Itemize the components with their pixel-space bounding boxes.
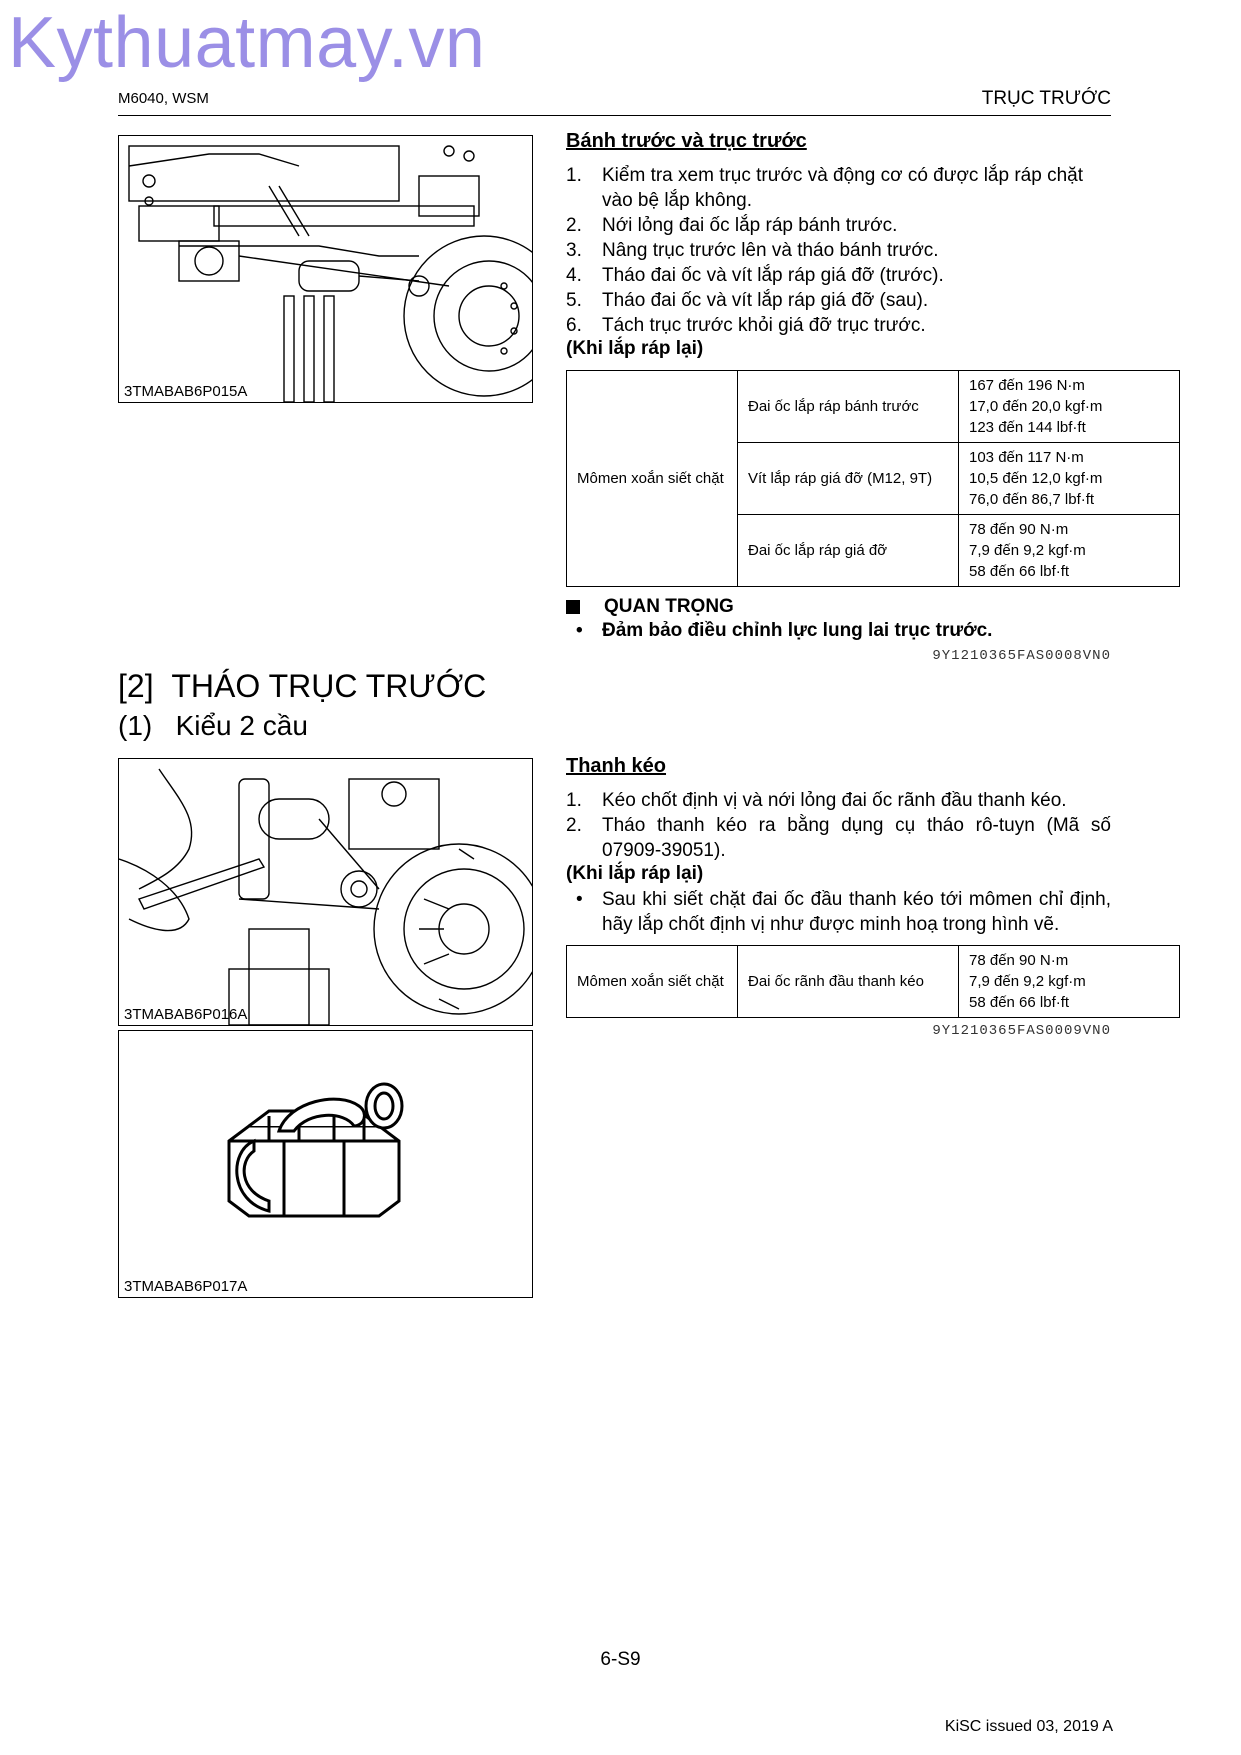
table-values: 103 đến 117 N·m 10,5 đến 12,0 kgf·m 76,0 đến 86,7 lbf·ft [959, 443, 1180, 515]
tie-rod-drawing [119, 759, 532, 1025]
list-item: 3. Nâng trục trước lên và tháo bánh trước. [566, 240, 939, 261]
figure-front-wheel-axle [118, 135, 533, 403]
front-axle-drawing [119, 136, 532, 402]
list-item: 5. Tháo đai ốc và vít lắp ráp giá đỡ (sau). [566, 290, 929, 311]
watermark: Kythuatmay.vn [8, 3, 486, 83]
important-heading: QUAN TRỌNG [566, 596, 734, 618]
document-code-1: 9Y1210365FAS0008VN0 [932, 648, 1111, 664]
header-rule [118, 115, 1111, 116]
steps-list-1 [566, 163, 1111, 338]
header-chapter: TRỤC TRƯỚC [981, 88, 1111, 109]
table-part: Đai ốc lắp ráp giá đỡ [738, 515, 959, 587]
reassembly-label-2: (Khi lắp ráp lại) [566, 863, 704, 884]
figure-caption: 3TMABAB6P016A [124, 1006, 248, 1023]
bullet-icon: • [576, 889, 583, 910]
table-values: 78 đến 90 N·m 7,9 đến 9,2 kgf·m 58 đến 66 lbf·ft [959, 515, 1180, 587]
list-item: 2. Tháo thanh kéo ra bằng dụng cụ tháo rô-tuyn (Mã số 07909-39051). [566, 815, 1111, 861]
figure-cotter-pin [118, 1030, 533, 1298]
issue-note: KiSC issued 03, 2019 A [944, 1718, 1113, 1735]
table-label: Mômen xoắn siết chặt [567, 371, 738, 587]
table-label: Mômen xoắn siết chặt [567, 946, 738, 1018]
list-item: 1. Kéo chốt định vị và nới lỏng đai ốc rãnh đầu thanh kéo. [566, 790, 1067, 811]
table-values: 78 đến 90 N·m 7,9 đến 9,2 kgf·m 58 đến 66 lbf·ft [959, 946, 1180, 1018]
list-item: 6. Tách trục trước khỏi giá đỡ trục trước. [566, 315, 926, 336]
heading-remove-front-axle: [2] THÁO TRỤC TRƯỚC [118, 668, 487, 704]
page-number: 6-S9 [600, 1649, 641, 1670]
document-code-2: 9Y1210365FAS0009VN0 [932, 1023, 1111, 1039]
important-bullet: • Đảm bảo điều chỉnh lực lung lai trục trước. [576, 620, 993, 641]
torque-table-1 [566, 370, 1180, 587]
list-item: 4. Tháo đai ốc và vít lắp ráp giá đỡ (trước). [566, 265, 944, 286]
bullet-icon: • [576, 620, 583, 641]
figure-tie-rod-removal [118, 758, 533, 1026]
table-part: Đai ốc lắp ráp bánh trước [738, 371, 959, 443]
header-model: M6040, WSM [118, 90, 209, 107]
section-title-front-wheel-axle: Bánh trước và trục trước [566, 130, 807, 152]
table-part: Vít lắp ráp giá đỡ (M12, 9T) [738, 443, 959, 515]
torque-table-2 [566, 945, 1180, 1018]
section-title-tie-rod: Thanh kéo [566, 755, 667, 777]
table-part: Đai ốc rãnh đầu thanh kéo [738, 946, 959, 1018]
steps-list-2 [566, 788, 1111, 863]
reassembly-bullet: • Sau khi siết chặt đai ốc đầu thanh kéo tới mômen chỉ định, hãy lắp chốt định vị như được minh hoạ trong hình vẽ. [576, 889, 1111, 935]
castle-nut-cotter-pin-drawing [119, 1031, 532, 1297]
list-item: 1. Kiểm tra xem trục trước và động cơ có được lắp ráp chặt vào bệ lắp không. [566, 165, 1083, 211]
figure-caption: 3TMABAB6P017A [124, 1278, 248, 1295]
reassembly-label-1: (Khi lắp ráp lại) [566, 338, 704, 359]
table-values: 167 đến 196 N·m 17,0 đến 20,0 kgf·m 123 đến 144 lbf·ft [959, 371, 1180, 443]
list-item: 2. Nới lỏng đai ốc lắp ráp bánh trước. [566, 215, 898, 236]
figure-caption: 3TMABAB6P015A [124, 383, 248, 400]
heading-4wd-type: (1) Kiểu 2 cầu [118, 710, 308, 741]
square-bullet-icon [566, 600, 580, 614]
